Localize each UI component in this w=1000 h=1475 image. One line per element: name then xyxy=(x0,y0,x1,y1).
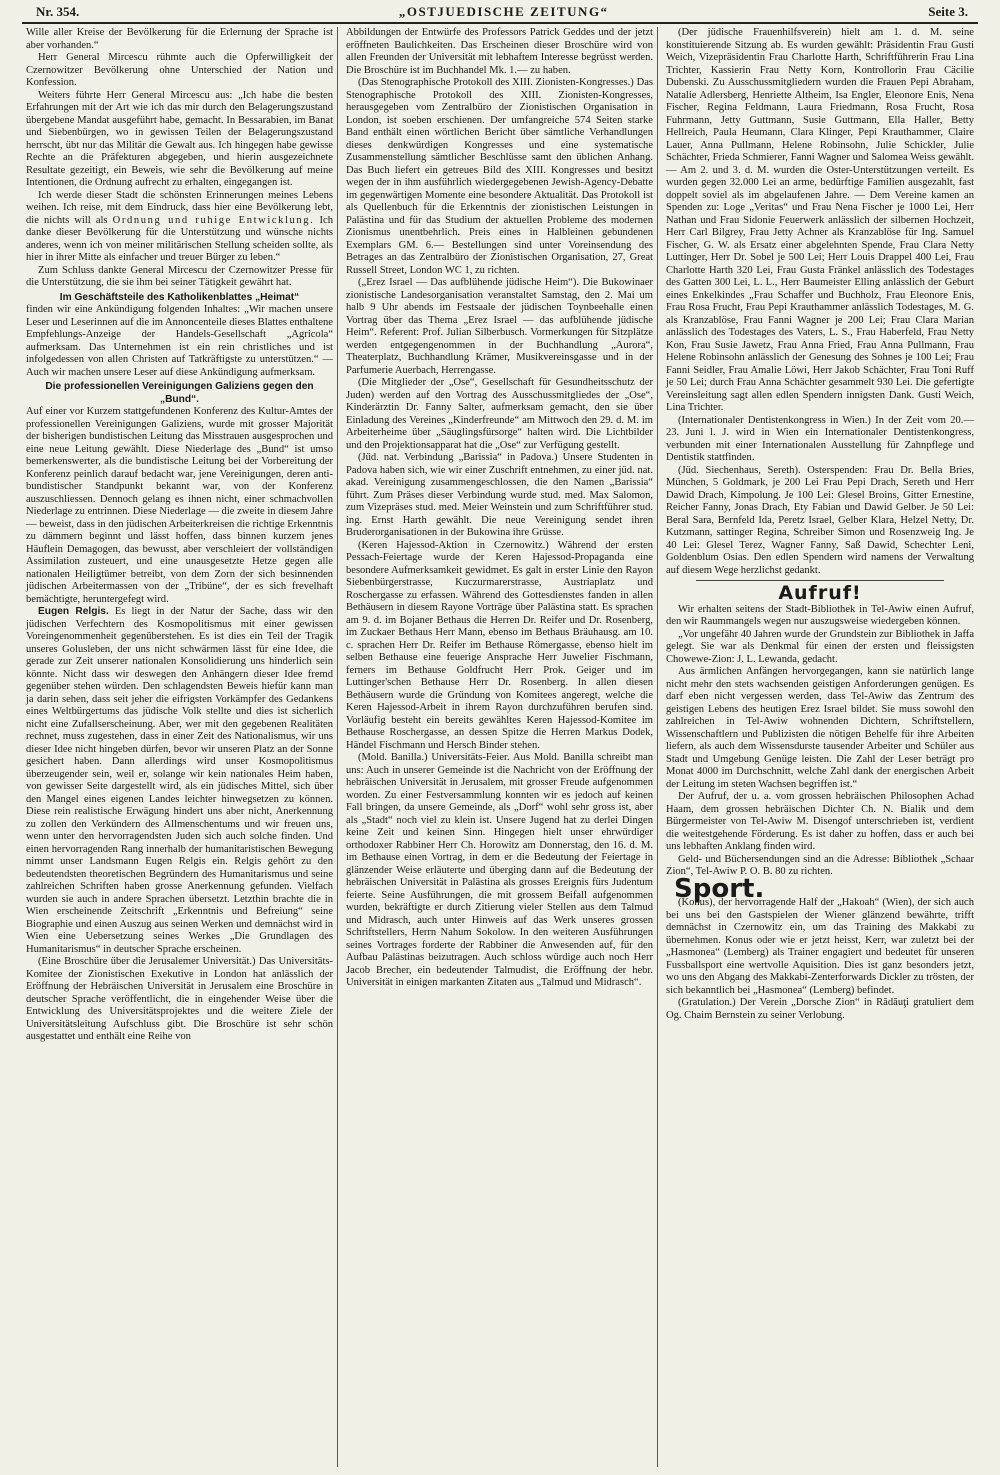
columns xyxy=(22,27,978,1467)
page-number: Seite 3. xyxy=(928,4,968,19)
paragraph: (Gratulation.) Der Verein „Dorsche Zion“ in Rădăuţi gratuliert dem Og. Chaim Bernstein zu seiner Verlobung. xyxy=(666,997,974,1021)
paragraph xyxy=(26,606,333,956)
paragraph: finden wir eine Ankündigung folgenden Inhaltes: „Wir machen unsere Leser und Leserinnen auf die im Annoncenteile dieses Blattes enthaltene Empfehlungs-Anzeige der Handels-Gesellschaft „Agricola“ aufmerksam. Das Unternehmen ist ein rein christliches und ist infolgedessen von allen Christen auf Tatkräftigste zu unterstützen.“ — Auch wir machen unsere Leser auf diese Ankündigung aufmerksam. xyxy=(26,304,333,378)
paragraph: „Vor ungefähr 40 Jahren wurde der Grundstein zur Bibliothek in Jaffa gelegt. Sie war als Denkmal für einen der ersten und fleissigsten Chowewe-Zion: J. L. Lewanda, gedacht. xyxy=(666,628,974,665)
column-1 xyxy=(22,27,338,1467)
divider xyxy=(696,580,944,581)
paragraph-text: Ich werde dieser Stadt die schönsten Erinnerungen meines Lebens weihen. Ich reise, mit dem Eindruck, dass hier eine Bevölkerung lebt, die nichts will als xyxy=(26,189,333,226)
paragraph-text: Ich danke dieser Bevölkerung für die Unterstützung und wünsche nichts anderes, wenn ich von meiner militärischen Stellung scheiden sollte, als hier in ihrer Mitte als einfacher und treuer Bürger zu leben.“ xyxy=(26,214,334,263)
paragraph: Der Aufruf, der u. a. vom grossen hebräischen Philosophen Achad Haam, dem grossen hebräischen Dichter Ch. N. Bialik und dem Bürgermeister von Tel-Awiw M. Disengof unterschrieben ist, verdient die weitestgehende Förderung. Es ist daher zu hoffen, dass er auch bei uns lebhaften Anklang finden wird. xyxy=(666,791,974,852)
paragraph: Wille aller Kreise der Bevölkerung für die Erlernung der Sprache ist aber vorhanden.“ xyxy=(26,27,333,51)
paragraph: (Jüd. nat. Verbindung „Barissia“ in Padova.) Unsere Studenten in Padova haben sich, wie wir einer Zuschrift entnehmen, zu einer jüd. nat. akad. Vereinigung zusammengeschlossen, die den Namen „Barissia“ führt. Zum Präses dieser Verbindung wurde stud. med. Max Salomon, zum Vizepräses stud. med. Meier Weinstein und zum Schriftführer stud. ing. Ernst Harth gewählt. Die neue Vereinigung sendet ihren Bruderorganisationen in der Bukowina ihre Grüsse. xyxy=(346,452,653,538)
paragraph: (Der jüdische Frauenhilfsverein) hielt am 1. d. M. seine konstituierende Sitzung ab. Es wurden gewählt: Präsidentin Frau Gusti Weich, Vizepräsidentin Frau Charlotte Harth, Schriftführerin Frau Lina Trichter, Kassierin Frau Netty Korn, Kontrollorin Frau Cäcilie Dubenski. Zu Ausschussmitgliedern wurden die Frauen Pepi Abraham, Natalie Adlersberg, Henriette Altheim, Isa Engler, Eleonore Enis, Nena Fischer, Regina Feldmann, Laura Friedmann, Rosa Frucht, Rosa Fuhrmann, Jetty Guttmann, Susie Guttmann, Ella Haller, Betty Hellreich, Paula Heumann, Clara Klinger, Pepi Krauthammer, Claire Lauer, Anna Pullmann, Helene Robinsohn, Julie Schickler, Julie Schächter, Frieda Schmierer, Fanni Wagner und Salomea Weiss gewählt. — Am 2. und 3. d. M. wurden die Oster-Unterstützungen verteilt. Es wurden gegen 32.000 Lei an arme, bedürftige Familien ausgezahlt, fast doppelt soviel als im abgelaufenen Jahre. — Dem Vereine kamen an Spenden zu: Loge „Veritas“ und Frau Nena Fischer je 1000 Lei, Herr Nathan und Frau Sidonie Feuerwerk anlässlich der silbernen Hochzeit, Herr Carl Bilgrey, Frau Jetty Achner als Kranzablöse für Ing. Samuel Fischer, G. W. als Ersatz einer abgelehnten Spende, Frau Clara Netty Luttinger, Herr Dr. Sobel je 500 Lei; Herr Louis Drappel 400 Lei, Frau Charlotte Harth 320 Lei, Frau Gusta Fränkel anlässlich des Todestages des Gatten 300 Lei, L. L., Herr Baumeister Elling anlässlich der Geburt eines Enkelkindes „Frau Schaffer und Buchholz, Frau Eleonore Enis, Frau Rosa Frucht, Frau Pepi Krauthammer anlässlich Todestages, M. G. als Kranzablöse, Frau Fanni Wagner je 200 Lei; Frau Clara Marian anlässlich des Todestages des Vaters, L. S., Frau Haberfeld, Frau Netty Kon, Frau Susie Jawetz, Frau Anna Fried, Frau Anna Pullmann, Frau Helene Robinsohn anlässlich der Genesung des Sohnes je 100 Lei; Frau Fanni Seidler, Frau Amalie Löwi, Herr Jakob Schächter, Frau Toni Ruff je 50 Lei; durch Frau Anna Schächter gesammelt 930 Lei. Die gefertigte Vereinsleitung sagt allen edlen Spendern innigsten Dank. Gusti Weich, Lina Trichter. xyxy=(666,27,974,413)
paragraph: (Mold. Banilla.) Universitäts-Feier. Aus Mold. Banilla schreibt man uns: Auch in unserer Gemeinde ist die Nachricht von der Eröffnung der hebräischen Universität in Jerusalem, mit grosser Freude aufgenommen worden. Zu einer Festversammlung konnten wir es jedoch auf keinen Fall bringen, da unsere Gemeinde, als „Dorf“ wohl sehr gross ist, aber als „Stadt“ noch viel zu klein ist. Unsere Jugend hat zu derlei Dingen keine Zeit und keinen Sinn. Hingegen hielt unser ehrwürdiger orthodoxer Rabbiner Herr Ch. Horowitz am Donnerstag, den 16. d. M. im Bethause einen Vortrag, in dem er die Bedeutung der Feiertage in glänzender Weise erläuterte und überging dann auf die Bedeutung der hebräischen Universität in Palästina als grosses Ereignis fürs Judentum feierte. Seine Ausführungen, die mit grossem Beifall aufgenommen wurden, bekräftigte er durch Zitierung vieler Stellen aus dem Talmud und Midrasch, auch unter Hinweis auf das Werk unseres grossen Schriftstellers, Herrn Nahum Sokolow. In den weiteren Ausführungen seines Vortrages forderte der Rabbiner die Anwesenden auf, für den Aufbau Palästinas beizutragen. Auch schloss würdige auch noch Herr Jacob Brecher, ein bedeutender Talmudist, die Eröffnung der hebr. Universität in einigen markanten Zitaten aus „Talmud und Midrasch“. xyxy=(346,752,653,988)
paragraph: (Keren Hajessod-Aktion in Czernowitz.) Während der ersten Pessach-Feiertage wurde der Keren Hajessod-Propaganda eine besondere Aufmerksamkeit gewidmet. Es galt in erster Linie den Rayon Siebenbürgerstrasse, Kuczurmarerstrasse, Austriaplatz und Roschergasse zu erfassen. Während des Gottesdienstes fanden in allen Bethäusern in diesem Rayone Vorträge über Palästina statt. Es sprachen am 9. d. im Bojaner Bethaus die Herren Dr. Reifer und Dr. Rosenberg, im Zuckaer Bethaus Herr Mann, ebenso im Bethaus Bräuhausg. am 10. c. sprachen Herr Dr. Reifer im Bethause Römergasse, ebenso hielt im selben Bethause eine feuerige Ansprache Herr Juwelier Fischmann, ferners im Bethause Goldfrucht Herr Prok. Geiger und im Luttinger'schen Bethause Herr Dr. Rosenberg. In allen diesen Bethäusern wurde die Gründung von Komitees angeregt, welche die Keren Hajessod-Arbeit in ihrem Rayon durchzuführen berufen sind. Vorläufig besteht ein bereits gewähltes Keren Hajessod-Komitee im Bethause Roschergasse, an dessen Spitze die Herren Markus Dodek, Händel Fischmann und Hersch Binder stehen. xyxy=(346,539,653,751)
paragraph: Wir erhalten seitens der Stadt-Bibliothek in Tel-Awiw einen Aufruf, den wir Raummangels wegen nur auszugsweise wiedergeben können. xyxy=(666,603,974,627)
inline-heading: Eugen Relgis. xyxy=(38,606,109,617)
section-heading: Die professionellen Vereinigungen Galiziens gegen den „Bund“. xyxy=(45,381,314,405)
paragraph: Abbildungen der Entwürfe des Professors Patrick Geddes und der jetzt eröffneten Baulichkeiten. Das Erscheinen dieser Broschüre wird von allen Freunden der Universität mit lebhaftem Interesse begrüsst werden. Die Broschüre ist im Buchhandel Mk. 1.— zu haben. xyxy=(346,27,653,76)
paragraph: (Konus), der hervorragende Half der „Hakoah“ (Wien), der sich auch bei uns bei den Gastspielen der Wiener glänzend bewährte, trifft demnächst in Czernowitz ein, um das Training des Makkabi zu übernehmen. Konus oder wie er jetzt heisst, Kerr, war zuletzt bei der „Hasmonea“ (Lemberg) als Trainer engagiert und bedeutet für unseren Fussballsport eine wertvolle Aquisition. Dies ist ganz besonders jetzt, wo uns den Abgang des Makkabi-Zenterforwards Dickler zu trösten, der sich bekanntlich bei „Hasmonea“ (Lemberg) befindet. xyxy=(666,897,974,996)
issue-number: Nr. 354. xyxy=(36,4,80,19)
section-heading: Im Geschäftsteile des Katholikenblattes „Heimat“ xyxy=(59,291,300,303)
spaced-text: Ordnung und ruhige Entwicklung. xyxy=(112,214,315,226)
paragraph xyxy=(26,190,333,265)
paragraph: (Die Mitglieder der „Ose“, Gesellschaft für Gesundheitsschutz der Juden) werden auf den Vortrag des Ausschussmitgliedes der „Ose“, Kinderärztin Dr. Fanny Salter, aufmerksam gemacht, den sie über Einladung des Vereines „Kinderfreunde“ am Mittwoch den 29. d. M. im Arbeiterheime über „Säuglingsfürsorge“ halten wird. Die Lichtbilder und den Projektionsapparat hat die „Ose“ zur Verfügung gestellt. xyxy=(346,377,653,451)
paragraph: (Eine Broschüre über die Jerusalemer Universität.) Das Universitäts-Komitee der Zionistischen Exekutive in London hat anlässlich der Eröffnung der Hebräischen Universität in Jerusalem eine Broschüre in deutscher Sprache veröffentlicht, die in eingehender Weise über die Entwicklung des Universitätsprojektes und die weitere Ziele der Universitätsleitung Aufschluss gibt. Die Broschüre ist sehr schön ausgestattet und enthält eine Reihe von xyxy=(26,956,333,1042)
column-2 xyxy=(342,27,658,1467)
aufruf-heading: Aufruf! xyxy=(778,582,862,604)
paragraph: (Internationaler Dentistenkongress in Wien.) In der Zeit vom 20.—23. Juni l. J. wird in Wien ein Internationaler Dentistenkongress, verbunden mit einer Internationalen Ausstellung für Zahnpflege und Dentistik stattfinden. xyxy=(666,414,974,463)
paragraph: Geld- und Büchersendungen sind an die Adresse: Bibliothek „Schaar Zion“, Tel-Awiw P. O. B. 80 zu richten. xyxy=(666,853,974,877)
paragraph-text: Es liegt in der Natur der Sache, dass wir den jüdischen Verfechtern des Kosmopolitismus mit einer gewissen Voreingenommenheit gegenüberstehen. Es ist dies ein Teil der Tragik unseres Golusleben, der uns nicht schwärmen lässt für eine Idee, die gerade zur Zeit unserer nationalen Konsolidierung uns hinderlich sein könnte. Nicht dass wir deswegen den Anhängern dieser Idee fremd gegenüber stehen würden. Den schlagendsten Beweis hiefür kann man ja darin sehen, dass seit jeher die eifrigsten Vorkämpfer des Gedankens eines Weltbürgertums das jüdische Volk stellte und dies ist sicherlich nicht eine Zufallserscheinung. Aber, wer mit den gegebenen Realitäten rechnet, muss zugestehen, dass in einer Zeit des Nationalismus, wir uns dieser Idee nicht hingeben dürfen, bevor wir unseren Platz an der Sonne gesichert haben. Dann allerdings wird unser Kosmopolitismus überzeugender sein, weil er, solange wir kein nationales Heim haben, von gewisser Seite dargestellt wird, als ein jüdisches Mittel, sich über den Mangel eines eigenen Landes leichter hinwegsetzen zu können. Diese rein realistische Erwägung hindert uns aber nicht, Anerkennung zu zollen den Verkündern des Allmenschentums und wir freuen uns, wenn unter den hervorragendsten Juden sich auch solche finden. Und einen hervorragenden Rang innerhalb der humanitaristischen Bewegung nimmt unser Landsmann Eugen Relgis ein. Relgis gehört zu den bedeutendsten theoretischen Begründern des Humanitarismus und seine zahlreichen Schriften haben grosse Anerkennung gefunden. Vielfach wurden sie auch in andere Sprachen übersetzt. Letzthin brachte die in Wien erscheinende Zeitschrift „Erkenntnis und Befreiung“ seine Biographie und einen Auszug aus seinen Werken und demnächst wird in Wien eine Uebersetzung seines Werkes „Die Grundlagen des Humanitarismus“ in deutscher Sprache erscheinen. xyxy=(26,606,333,955)
paragraph: Auf einer vor Kurzem stattgefundenen Konferenz des Kultur-Amtes der professionellen Vereinigungen Galiziens, wurde mit grosser Majorität der bisherigen bundistischen Leitung das Misstrauen ausgesprochen und eine neue Leitung gewählt. Diese Niederlage des „Bund“ ist umso bemerkenswerter, als die bundistische Leitung bei der Vorbereitung der Konferenz peinlich darauf bedacht war, jene Vereinigungen, deren anti-bundistischer Standpunkt bekannt war, von der Konferenz auszuschliessen. Dennoch gelang es ihnen nicht, einer schmachvollen Niederlage zu entrinnen. Diese Niederlage — die zweite in diesem Jahre — beweist, dass in den jüdischen Arbeiterkreisen die richtige Erkenntnis zu dämmern beginnt und lässt hoffen, dass binnen kurzem jenes Häuflein Demagogen, das bewusst, aber verschleiert der vollständigen Assimilation zusteuert, und eine unausgesetzte Hetze gegen alle nationalen Heiligtümer betreibt, von dem Zorn der sich besinnenden jüdischen Arbeitermassen von der „Tribüne“, der es sich frevelhaft bemächtigte, heruntergefegt wird. xyxy=(26,406,333,605)
paragraph: (Das Stenographische Protokoll des XIII. Zionisten-Kongresses.) Das Stenographische Protokoll des XIII. Zionisten-Kongresses, herausgegeben vom Zentralbüro der Zionistischen Organisation in London, ist soeben erschienen. Der umfangreiche 574 Seiten starke Band enthält einen wörtlichen Bericht über sämtliche Verhandlungen dieses denkwürdigen Kongresses und eine systematische Zusammenstellung sämtlicher Beschlüsse samt den üblichen Anhang. Das Buch liefert ein getreues Bild des XIII. Kongresses und besitzt wegen der in ihm ausführlich wiedergegebenen Jewish-Agency-Debatte im gegenwärtigen Momente eine besondere Aktualität. Das Protokoll ist als Quellenbuch für die Erkenntnis der zionistischen Leistungen in Palästina und für das Studium der aktuellen Probleme des modernen Zionismus unentbehrlich. Preis eines in Halbleinen gebundenen Exemplars GM. 6.— Bestellungen sind unter Voreinsendung des Betrages an das Zentralbüro der Zionistischen Organisation, 27, Great Russell Street, London WC 1, zu richten. xyxy=(346,77,653,276)
paragraph: Herr General Mircescu rühmte auch die Opferwilligkeit der Czernowitzer Bevölkerung ohne Unterschied der Nation und Konfession. xyxy=(26,52,333,88)
paragraph: (Jüd. Siechenhaus, Sereth). Osterspenden: Frau Dr. Bella Bries, München, 5 Goldmark, je 200 Lei Frau Pepi Drach, Sereth und Herr Dawid Drach, Kimpolung. Je 100 Lei: Glesel Broins, Gitter Ernestine, Reicher Fanny, Jonas Drach, Ety Fabian und Dawid Gelber. Je 50 Lei: Beral Sara, Bernfeld Ida, Peretz Israel, Gelber Klara, Helzel Netty, Dr. Kutzmann, sattinger Regina, Schreiber Simon und Rosenzweig Ing. Je 40 Lei: Glesel Terez, Wagner Fanny, Saß Dawid, Schechter Leni, Goldenblum Osias. Den edlen Spendern wird namens der Verwaltung auf diesem Wege herzlichst gedankt. xyxy=(666,464,974,576)
paragraph: Zum Schluss dankte General Mircescu der Czernowitzer Presse für die Unterstützung, die sie ihm bei seiner Tätigkeit gewährt hat. xyxy=(26,264,333,288)
column-3 xyxy=(662,27,978,1467)
paragraph: („Erez Israel — Das aufblühende jüdische Heim“). Die Bukowinaer zionistische Landesorganisation veranstaltet Samstag, den 2. Mai um halb 9 Uhr abends im Festsaale der jüdischen Toynbeehalle einen Vortrag über das Thema „Erez Israel — das aufblühende jüdische Heim“. Referent: Prof. Julian Silberbusch. Vormerkungen für Sitzplätze werden entgegengenommen in der Buchhandlung „Aurora“, Theaterplatz, Buchhandlung Krämer, Musikvereinsgasse und in der Parfumerie Auerbach, Herrengasse. xyxy=(346,277,653,376)
paragraph: Aus ärmlichen Anfängen hervorgegangen, kann sie natürlich lange nicht mehr den stets wachsenden geistigen Anforderungen genügen. Es darf eben nicht vergessen werden, dass Tel-Awiw das Zentrum des geistigen Lebens des heutigen Erez Israel bildet. Sie muss sowohl den zahlreichen in Tel-Awiw wohnenden Dichtern, Schriftstellern, Wissenschaftlern und Publizisten die nötigen Behelfe für ihre Arbeiten liefern, als auch dem Wissensdurste tausender Arbeiter und Schüler aus Stadt und Umgebung Genüge leisten. Die Zahl der Leser beträgt pro Monat 4000 im Durchschnitt, welche Zahl dank der energischen Arbeit der Leitung im steten Wachsen begriffen ist.“ xyxy=(666,666,974,790)
newspaper-title: „OSTJUEDISCHE ZEITUNG“ xyxy=(398,4,609,19)
paragraph: Weiters führte Herr General Mircescu aus: „Ich habe die besten Erfahrungen mit der Art wie ich das mir durch den Belagerungszustand übergebene Mandat ausgeführt habe, gemacht. In Bessarabien, im Banat und Siebenbürgen, wo in gewissen Teilen der Belagerungszustand herrscht, übt nur das Militär die Gewalt aus. Ich hingegen habe gewisse Rechte an die Präfekturen abgegeben, und hierin ausgezeichnete Resultate gezeitigt, ein Beweis, wie sehr die Bevölkerung auf meine Intentionen, die Ordnung aufrecht zu erhalten, eingegangen ist. xyxy=(26,89,333,188)
masthead xyxy=(22,4,978,24)
sport-heading: Sport. xyxy=(674,873,765,904)
